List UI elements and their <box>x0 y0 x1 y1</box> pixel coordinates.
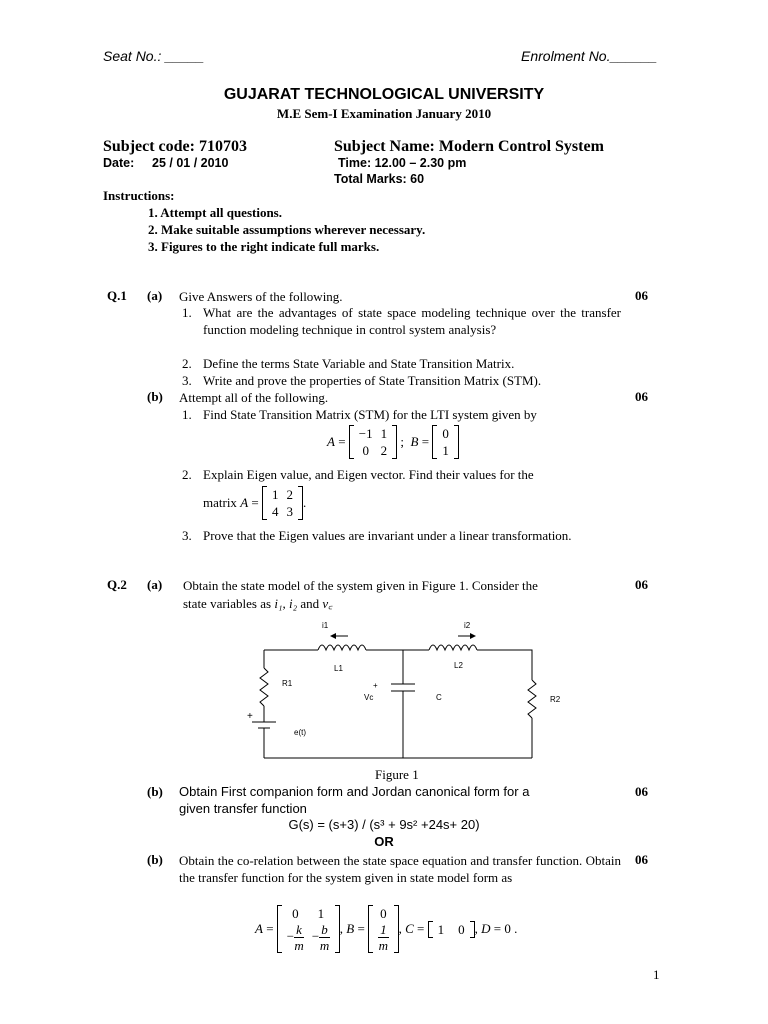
q1-label: Q.1 <box>107 288 127 303</box>
matrix-label-c: C <box>405 921 414 936</box>
state-vars: i₁, i₂ <box>274 596 298 611</box>
arrow-head <box>330 633 336 639</box>
subject-name: Subject Name: Modern Control System <box>334 138 604 155</box>
q1b-item-num: 3. <box>182 528 192 543</box>
q1a-item-num: 1. <box>182 305 192 320</box>
seat-no: Seat No.: _____ <box>103 48 205 64</box>
enrolment-no: Enrolment No.______ <box>521 48 658 64</box>
inductor-l2 <box>429 645 477 650</box>
matrix-cell: 1 <box>317 906 325 921</box>
label-r1: R1 <box>282 679 293 688</box>
matrix-cell: 4 <box>271 504 279 519</box>
q1a-marks: 06 <box>635 288 648 303</box>
inductor-l1 <box>318 645 366 650</box>
transfer-function: G(s) = (s+3) / (s³ + 9s² +24s+ 20) <box>288 817 480 832</box>
q2a-label: (a) <box>147 577 163 592</box>
q2-label: Q.2 <box>107 577 127 592</box>
instruction-item: 3. Figures to the right indicate full marks. <box>148 239 380 254</box>
label-source: e(t) <box>294 728 306 737</box>
q2a-text-line2 <box>183 595 333 612</box>
matrix-label-b: B <box>410 434 419 449</box>
university-title: GUJARAT TECHNOLOGICAL UNIVERSITY <box>223 86 545 103</box>
matrix-cell-fraction <box>374 922 393 953</box>
matrix-cell: 1 <box>442 443 449 458</box>
q2b-label: (b) <box>147 784 163 799</box>
fraction-numerator: 1 <box>380 922 387 937</box>
label-l1: L1 <box>334 664 343 673</box>
q2b-marks: 06 <box>635 784 648 799</box>
matrix-label-a: A <box>327 434 335 449</box>
q2b-text-line2: given transfer function <box>179 801 307 816</box>
matrix-cell: 0 <box>442 426 449 441</box>
exam-time: Time: 12.00 – 2.30 pm <box>338 156 467 170</box>
label-vc: Vc <box>364 693 374 702</box>
fraction-numerator: k <box>296 922 302 937</box>
q1b-item-num: 2. <box>182 467 192 482</box>
q2a-marks: 06 <box>635 577 648 592</box>
matrix-b <box>432 425 459 459</box>
matrix-cell: 1 <box>380 426 388 441</box>
matrix-c-state <box>428 921 475 938</box>
matrix-b-state <box>368 905 399 953</box>
matrix-word: matrix <box>203 495 237 510</box>
q2b-alt-text: Obtain the co-relation between the state space equation and transfer function. Obtain the transfer function for the system given in state model form as <box>179 853 621 885</box>
state-model-equation: A = 0 1 − $\frac{k}{m}$ − $\frac{b}{m}$ , B = 0 $\frac{1}{m}$ , C = 1 0 , D = 0 . <box>255 906 518 953</box>
matrix-cell: 2 <box>380 443 388 458</box>
q2b-text: Obtain First companion form and Jordan canonical form for a <box>179 784 530 799</box>
d-value: 0 <box>504 921 511 936</box>
q1b-item-text: Find State Transition Matrix (STM) for the LTI system given by <box>203 407 537 422</box>
fraction-numerator: b <box>321 922 328 937</box>
q1a-item-text: Write and prove the properties of State Transition Matrix (STM). <box>203 373 542 388</box>
resistor-r1 <box>260 668 268 706</box>
q2a-text: Obtain the state model of the system given in Figure 1. Consider the <box>183 578 538 593</box>
fraction-denominator: m <box>319 938 330 953</box>
matrix-cell-fraction: − $\frac{k}{m}$ <box>286 922 304 953</box>
state-vars-prefix: state variables as <box>183 596 272 611</box>
label-l2: L2 <box>454 661 463 670</box>
matrix-cell: 1 <box>271 487 279 502</box>
matrix-label-d: D <box>481 921 491 936</box>
q1a-item-num: 3. <box>182 373 192 388</box>
matrix-cell: −1 <box>358 426 373 441</box>
matrix-cell-fraction: − $\frac{b}{m}$ <box>311 922 330 953</box>
label-c: C <box>436 693 442 702</box>
resistor-r2 <box>528 680 536 718</box>
fraction-denominator: m <box>378 938 388 953</box>
exam-title: M.E Sem-I Examination January 2010 <box>276 106 492 121</box>
matrix-label-a: A <box>255 921 263 936</box>
label-vc-plus: + <box>373 681 378 690</box>
q1b-marks: 06 <box>635 389 648 404</box>
q1a-intro: Give Answers of the following. <box>179 289 343 304</box>
or-separator: OR <box>374 834 394 849</box>
matrix-cell: 0 <box>380 906 387 921</box>
matrix-cell: 0 <box>458 921 465 937</box>
q1b-matrix-equation: A = −1 1 0 2 ; B = 0 1 <box>327 422 459 462</box>
total-marks: Total Marks: 60 <box>334 172 425 186</box>
matrix-cell: 0 <box>292 906 299 921</box>
state-vars-and: and <box>300 596 320 611</box>
subject-code: Subject code: 710703 <box>103 138 247 155</box>
instruction-item: 2. Make suitable assumptions wherever necessary. <box>148 222 426 237</box>
q2b-alt-label: (b) <box>147 852 163 867</box>
q1b-item-num: 1. <box>182 407 192 422</box>
q1a-item-num: 2. <box>182 356 192 371</box>
page-number: 1 <box>653 967 660 982</box>
matrix-separator: ; <box>400 434 405 449</box>
matrix-a <box>349 425 397 459</box>
q2b-alt-marks: 06 <box>635 852 648 867</box>
q1b-matrix2-equation: matrix A = 1 2 4 3 . <box>203 487 307 519</box>
instructions-title: Instructions: <box>103 188 175 203</box>
arrow-head <box>470 633 476 639</box>
label-i2: i2 <box>464 621 471 630</box>
matrix-cell: 2 <box>286 487 293 502</box>
fraction-denominator: m <box>294 938 304 953</box>
date-label: Date: <box>103 156 135 170</box>
matrix-cell: 0 <box>362 443 369 458</box>
date-value: 25 / 01 / 2010 <box>152 156 229 170</box>
matrix-cell: 1 <box>437 921 445 937</box>
instruction-item: 1. Attempt all questions. <box>148 205 282 220</box>
q1a-item-text: Define the terms State Variable and State Transition Matrix. <box>203 356 515 371</box>
circuit-diagram <box>236 618 561 764</box>
figure-caption: Figure 1 <box>375 767 419 782</box>
matrix-label-a: A <box>240 495 249 510</box>
q1b-item-text: Explain Eigen value, and Eigen vector. Find their values for the <box>203 467 534 482</box>
q1b-item-text: Prove that the Eigen values are invariant under a linear transformation. <box>203 528 572 543</box>
q1b-label: (b) <box>147 389 163 404</box>
label-source-plus: + <box>247 711 253 722</box>
matrix-cell: 3 <box>286 504 293 519</box>
matrix-label-b: B <box>346 921 355 936</box>
matrix-a2 <box>262 486 303 520</box>
label-i1: i1 <box>322 621 329 630</box>
q1a-item-text: What are the advantages of state space modeling technique over the transfer function modeling technique in control system analysis? <box>203 305 621 337</box>
q1b-intro: Attempt all of the following. <box>179 390 329 405</box>
matrix-a-state <box>277 905 340 953</box>
state-var-vc: v꜀ <box>322 596 333 611</box>
label-r2: R2 <box>550 695 561 704</box>
q1a-label: (a) <box>147 288 163 303</box>
wire <box>477 650 532 680</box>
